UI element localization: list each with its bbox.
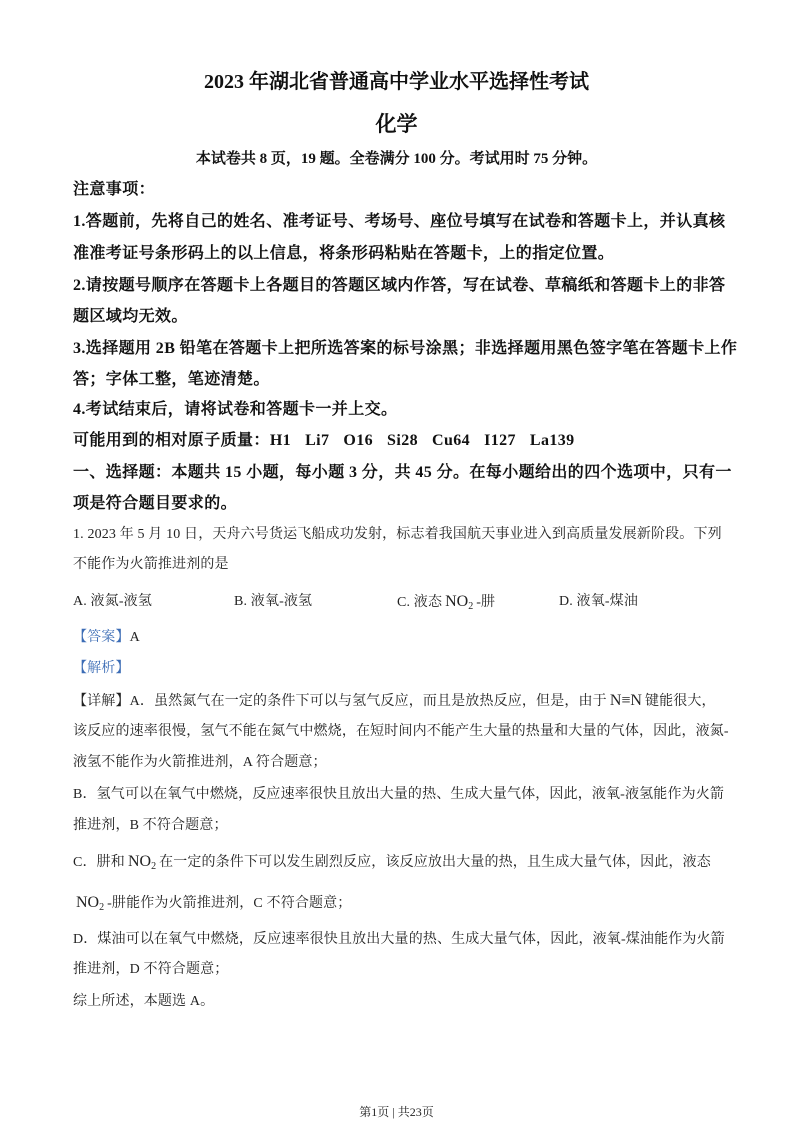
atomic-mass-item: Cu64 <box>432 432 471 449</box>
exam-title: 2023 年湖北省普通高中学业水平选择性考试 <box>204 71 589 93</box>
section-heading-line-2: 项是符合题目要求的。 <box>73 495 238 512</box>
notes-line-2: 准准考证号条形码上的以上信息，将条形码粘贴在答题卡，上的指定位置。 <box>73 245 615 262</box>
detail-c-text-after: 在一定的条件下可以发生剧烈反应，该反应放出大量的热，且生成大量气体，因此，液态 <box>159 855 711 870</box>
detail-a-line-3: 液氢不能作为火箭推进剂，A 符合题意； <box>73 755 327 770</box>
question-1-options <box>73 592 753 612</box>
detail-c-line-1 <box>73 852 711 873</box>
atomic-mass-item: H1 <box>269 432 292 449</box>
formula-subscript: 2 <box>99 902 105 913</box>
option-c <box>397 592 495 613</box>
detail-a-text: 【详解】A．虽然氮气在一定的条件下可以与氢气反应，而且是放热反应，但是，由于 <box>73 694 607 709</box>
atomic-masses-label: 可能用到的相对原子质量： <box>73 432 270 449</box>
detail-b-line-1: B．氢气可以在氧气中燃烧，反应速率很快且放出大量的热、生成大量气体，因此，液氧-液氢能作为火箭 <box>73 787 725 802</box>
notes-line-6: 答；字体工整，笔迹清楚。 <box>73 371 270 388</box>
notes-line-4: 题区域均无效。 <box>73 308 188 325</box>
question-1-stem-line-2: 不能作为火箭推进剂的是 <box>73 557 229 572</box>
detail-d-line-2: 推进剂，D 不符合题意； <box>73 962 229 977</box>
question-1-stem-line-1: 1. 2023 年 5 月 10 日，天舟六号货运飞船成功发射，标志着我国航天事业进入到高质量发展新阶段。下列 <box>73 527 722 542</box>
atomic-mass-item: La139 <box>529 432 575 449</box>
detail-a-line-1 <box>73 691 716 712</box>
option-a: A. 液氮-液氢 <box>73 594 152 609</box>
atomic-mass-item: I127 <box>484 432 516 449</box>
detail-b-line-2: 推进剂，B 不符合题意； <box>73 818 228 833</box>
atomic-mass-item: Si28 <box>387 432 418 449</box>
detail-c-line-2-text: -肼能作为火箭推进剂，C 不符合题意； <box>107 896 352 911</box>
detail-d-line-1: D．煤油可以在氧气中燃烧，反应速率很快且放出大量的热、生成大量气体，因此，液氧-煤油能作为火箭 <box>73 932 725 947</box>
atomic-mass-item: Li7 <box>305 432 330 449</box>
atomic-masses <box>73 431 589 451</box>
analysis-label-line <box>73 659 130 679</box>
section-heading-line-1: 一、选择题：本题共 15 小题，每小题 3 分，共 45 分。在每小题给出的四个选项中，只有一 <box>73 464 732 481</box>
no2-formula <box>128 853 156 870</box>
notes-line-7: 4.考试结束后，请将试卷和答题卡一并上交。 <box>73 401 398 418</box>
notes-line-3: 2.请按题号顺序在答题卡上各题目的答题区域内作答，写在试卷、草稿纸和答题卡上的非答 <box>73 277 726 294</box>
option-c-suffix: -肼 <box>476 595 496 610</box>
page-footer: 第1页 | 共23页 <box>359 1105 434 1119</box>
no2-formula <box>76 894 104 911</box>
no2-formula <box>445 593 473 610</box>
detail-c-line-2 <box>73 893 351 914</box>
answer-value: A <box>129 630 140 645</box>
detail-a-line-2: 该反应的速率很慢，氢气不能在氮气中燃烧，在短时间内不能产生大量的热量和大量的气体，因此，液氮- <box>73 724 729 739</box>
notes-line-1: 1.答题前，先将自己的姓名、准考证号、考场号、座位号填写在试卷和答题卡上，并认真核 <box>73 213 726 230</box>
option-d: D. 液氧-煤油 <box>559 594 638 609</box>
formula-subscript: 2 <box>468 601 474 612</box>
formula-base: NO <box>76 894 100 911</box>
triple-bond-formula: N≡N <box>609 692 642 709</box>
notes-line-5: 3.选择题用 2B 铅笔在答题卡上把所选答案的标号涂黑；非选择题用黑色签字笔在答题卡上作 <box>73 340 738 357</box>
formula-subscript: 2 <box>151 861 157 872</box>
atomic-mass-item: O16 <box>343 432 374 449</box>
conclusion: 综上所述，本题选 A。 <box>73 994 215 1009</box>
answer-line <box>73 628 140 648</box>
exam-info: 本试卷共 8 页，19 题。全卷满分 100 分。考试用时 75 分钟。 <box>195 151 598 167</box>
answer-label: 【答案】 <box>73 630 130 645</box>
option-c-text: C. 液态 <box>397 595 443 610</box>
analysis-label: 【解析】 <box>73 661 130 676</box>
detail-a-text-after: 键能很大， <box>644 694 716 709</box>
subject-title: 化学 <box>375 112 418 136</box>
detail-c-text: C．肼和 <box>73 855 125 870</box>
formula-base: NO <box>445 593 469 610</box>
option-b: B. 液氧-液氢 <box>234 594 313 609</box>
formula-base: NO <box>127 853 152 870</box>
notes-heading: 注意事项： <box>73 181 156 198</box>
